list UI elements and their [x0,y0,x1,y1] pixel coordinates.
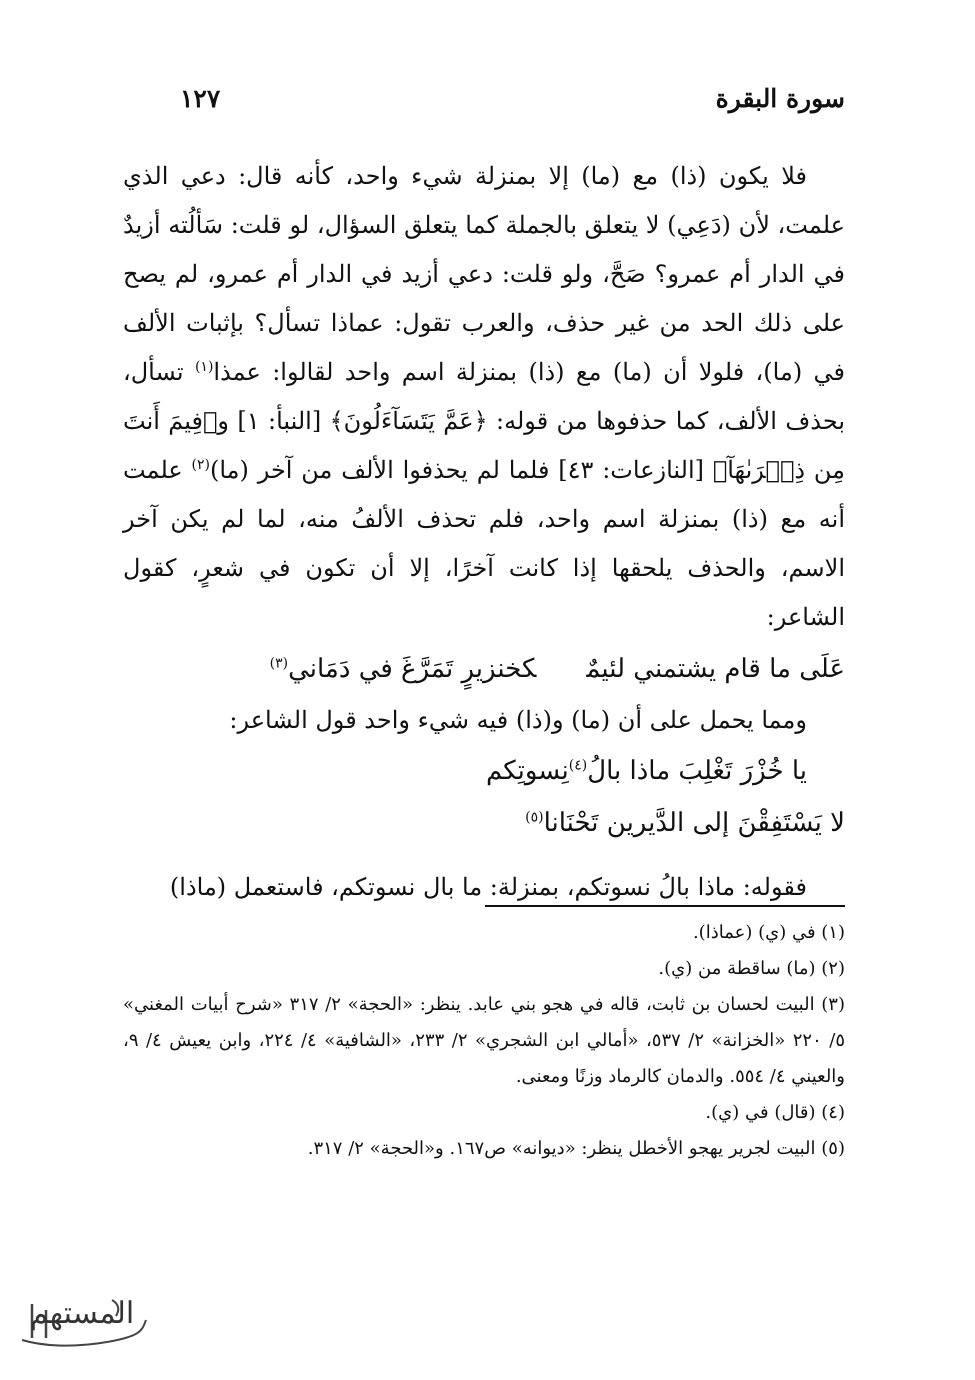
footnote-ref-2[interactable]: (٢) [191,457,210,473]
footnote-divider [485,905,845,907]
paragraph-1c-text: علمت أنه مع (ذا) بمنزلة اسم واحد، فلم تحذف الألفُ منه، لما لم يكن آخر الاسم، والحذف يلحقها إذا كانت آخرًا، إلا أن تكون في شعرٍ، كقول الشاعر: [123,456,845,631]
verse-2-part-c: لا يَسْتَفِقْنَ إلى الدَّيرين تَحْنَانا [543,808,845,838]
running-header [120,84,845,124]
verse-1 [123,642,845,696]
footnote-4: (٤) (قال) في (ي). [705,1102,845,1123]
verse-1-hemistich-1: عَلَى ما قام يشتمني لئيمٌ [586,654,845,684]
verse-1-hemistich-2: كخنزيرٍ تَمَرَّغَ في دَمَاني [288,654,537,684]
footnote-ref-5[interactable]: (٥) [525,809,544,826]
footnote-1: (١) في (ي) (عماذا). [692,922,845,943]
paragraph-3: فقوله: ماذا بالُ نسوتكم، بمنزلة: ما بال نسوتكم، فاستعمل (ماذا) [169,873,807,901]
footnote-ref-1[interactable]: (١) [194,359,214,375]
footnote-ref-3[interactable]: (٣) [269,655,289,672]
footnote-3: (٣) البيت لحسان بن ثابت، قاله في هجو بني عابد. ينظر: «الحجة» ٢/ ٣١٧ «شرح أبيات المغني» ٥/ ٢٢٠ «الخزانة» ٢/ ٥٣٧، «أمالي ابن الشجري» ٢/ ٢٣٣، «الشافية» ٤/ ٢٢٤، وابن يعيش ٤/ ٩، والعيني ٤/ ٥٥٤. والدمان كالرماد وزنًا ومعنى. [123,994,845,1087]
calligraphy-logo-icon [12,1290,152,1354]
footnote-ref-4[interactable]: (٤) [568,757,588,774]
footnote-5: (٥) البيت لجرير يهجو الأخطل ينظر: «ديوانه» ص١٦٧. و«الحجة» ٢/ ٣١٧. [307,1138,845,1159]
verse-2-part-b: نِسوتِكم [485,756,569,786]
verse-2-line-2 [123,797,845,849]
paragraph-1b-text: تسأل، بحذف الألف، كما حذفوها من قوله: ﴿عَمَّ يَتَسَآءَلُونَ﴾ [النبأ: ١] و﴿فِيمَ أَنتَ مِن ذِكۡرَىٰهَآ﴾ [النازعات: ٤٣] فلما لم يحذفوا الألف من آخر (ما) [123,358,845,484]
page-number: ١٢٧ [180,84,221,113]
paragraph-1 [123,152,845,642]
verse-2-part-a: يا خُزْرَ تَغْلِبَ ماذا بالُ [587,756,807,786]
logo-text: المستهم [29,1296,135,1331]
footnote-2: (٢) (ما) ساقطة من (ي). [658,958,845,979]
footnotes [123,915,845,1167]
paragraph-1-text: فلا يكون (ذا) مع (ما) إلا بمنزلة شيء واحد، كأنه قال: دعي الذي علمت، لأن (دَعِي) لا يتعلق بالجملة كما يتعلق السؤال، لو قلت: سَألُته أزيدٌ في الدار أم عمرو؟ صَحَّ، ولو قلت: دعي أزيد في الدار أم عمرو، لم يصح على ذلك الحد من غير حذف، والعرب تقول: عماذا تسأل؟ بإثبات الألف في (ما)، فلولا أن (ما) مع (ذا) بمنزلة اسم واحد لقالوا: عمذا [123,162,846,386]
main-text [123,152,845,912]
surah-title: سورة البقرة [715,84,845,113]
paragraph-2: ومما يحمل على أن (ما) و(ذا) فيه شيء واحد قول الشاعر: [229,706,807,734]
verse-2-line-1 [123,745,845,797]
